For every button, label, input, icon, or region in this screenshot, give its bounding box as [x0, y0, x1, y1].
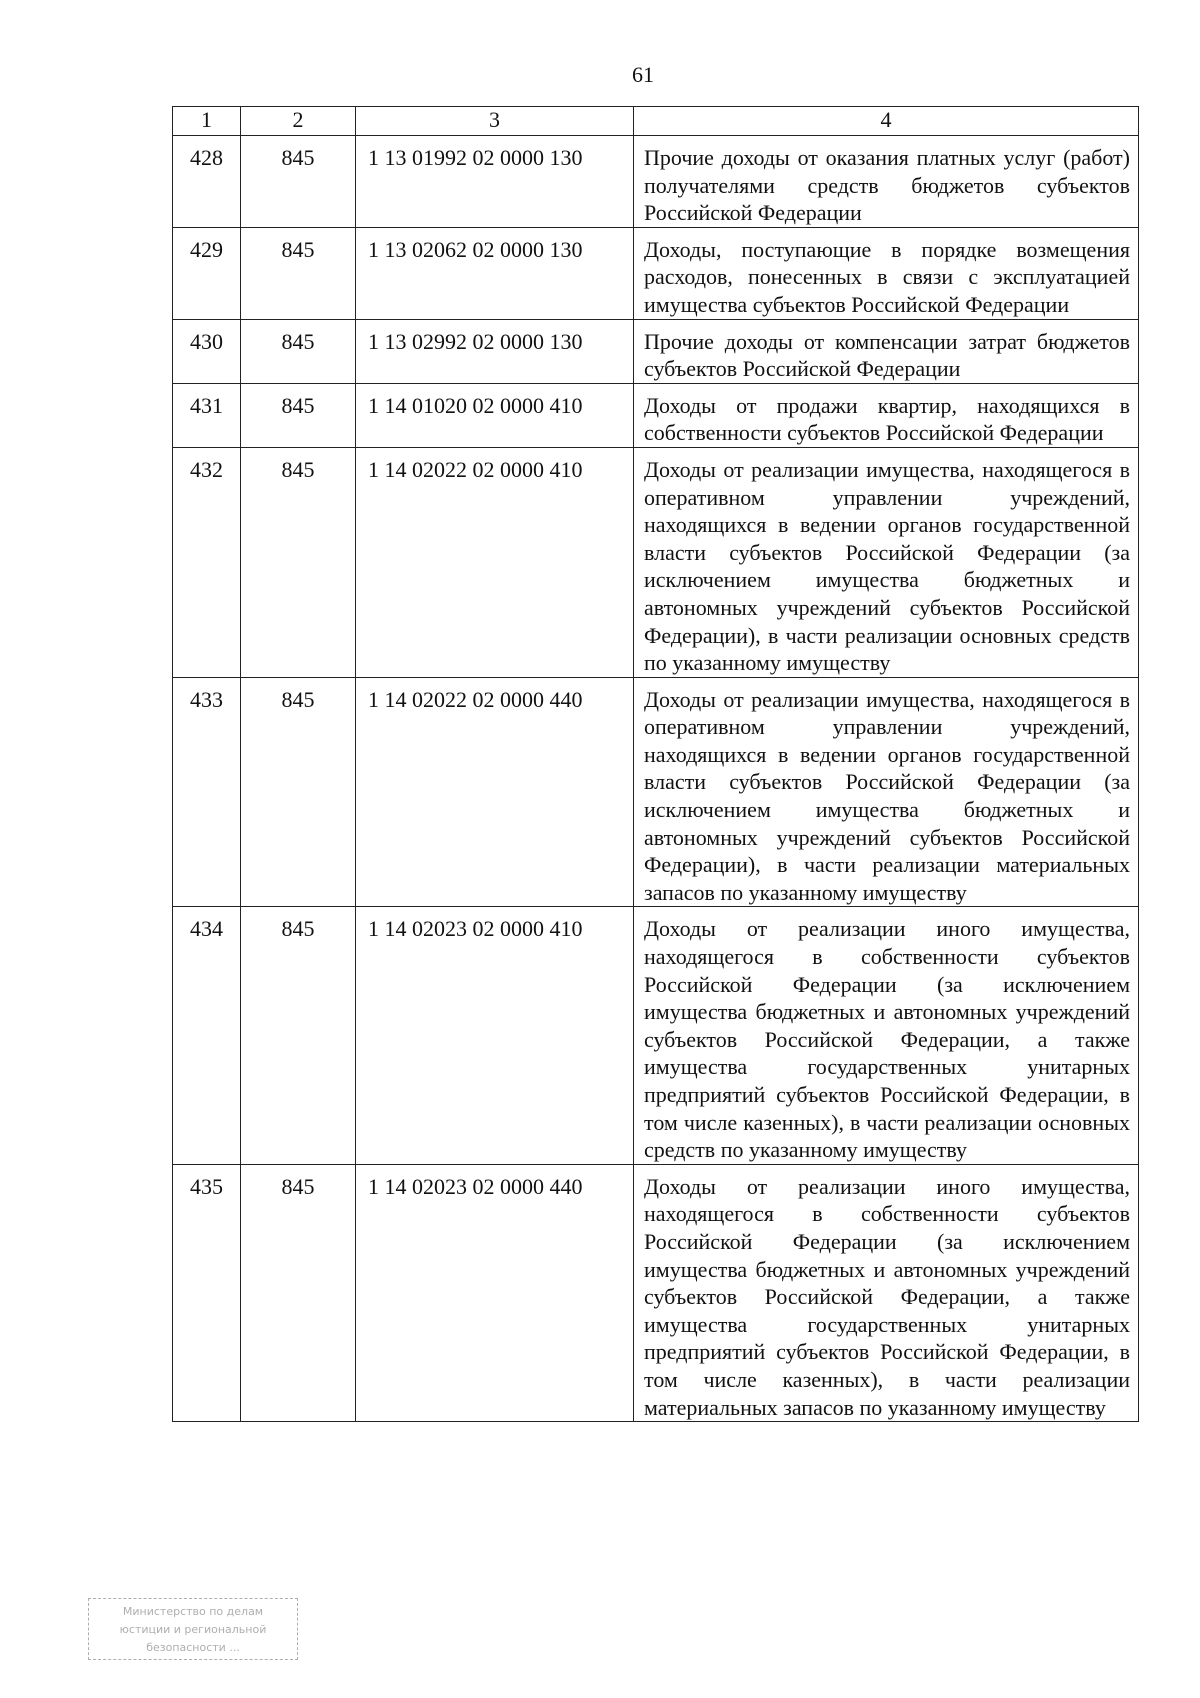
row-number: 429 — [173, 227, 241, 319]
table-row — [173, 677, 1139, 907]
header-col-1: 1 — [173, 107, 241, 136]
revenue-description: Доходы от продажи квартир, находящихся в собственности субъектов Российской Федерации — [634, 383, 1139, 447]
revenue-description: Прочие доходы от оказания платных услуг (работ) получателями средств бюджетов субъектов Российской Федерации — [634, 136, 1139, 228]
revenue-description: Доходы, поступающие в порядке возмещения расходов, понесенных в связи с эксплуатацией имущества субъектов Российской Федерации — [634, 227, 1139, 319]
budget-classification-code: 1 13 02992 02 0000 130 — [356, 319, 634, 383]
table-row — [173, 907, 1139, 1164]
registration-stamp — [88, 1598, 298, 1660]
admin-code: 845 — [241, 383, 356, 447]
stamp-line: Министерство по делам — [122, 1605, 264, 1618]
table-header-row — [173, 107, 1139, 136]
table-row — [173, 447, 1139, 677]
revenue-codes-table — [172, 106, 1139, 1422]
budget-classification-code: 1 14 02022 02 0000 410 — [356, 447, 634, 677]
budget-classification-code: 1 13 02062 02 0000 130 — [356, 227, 634, 319]
table-row — [173, 383, 1139, 447]
revenue-description: Доходы от реализации иного имущества, находящегося в собственности субъектов Российской Федерации (за исключением имущества бюджетных и автономных учреждений субъектов Российской Федерации, а также имущества государственных унитарных предприятий субъектов Российской Федерации, в том числе казенных), в части реализации материальных запасов по указанному имуществу — [634, 1164, 1139, 1421]
revenue-description: Прочие доходы от компенсации затрат бюджетов субъектов Российской Федерации — [634, 319, 1139, 383]
table-row — [173, 136, 1139, 228]
header-col-4: 4 — [634, 107, 1139, 136]
revenue-description: Доходы от реализации иного имущества, находящегося в собственности субъектов Российской Федерации (за исключением имущества бюджетных и автономных учреждений субъектов Российской Федерации, а также имущества государственных унитарных предприятий субъектов Российской Федерации, в том числе казенных), в части реализации основных средств по указанному имуществу — [634, 907, 1139, 1164]
admin-code: 845 — [241, 136, 356, 228]
row-number: 434 — [173, 907, 241, 1164]
row-number: 435 — [173, 1164, 241, 1421]
budget-classification-code: 1 13 01992 02 0000 130 — [356, 136, 634, 228]
table-row — [173, 319, 1139, 383]
admin-code: 845 — [241, 319, 356, 383]
row-number: 432 — [173, 447, 241, 677]
budget-classification-code: 1 14 01020 02 0000 410 — [356, 383, 634, 447]
admin-code: 845 — [241, 227, 356, 319]
row-number: 428 — [173, 136, 241, 228]
row-number: 430 — [173, 319, 241, 383]
budget-classification-code: 1 14 02022 02 0000 440 — [356, 677, 634, 907]
admin-code: 845 — [241, 447, 356, 677]
page-number: 61 — [632, 62, 654, 87]
admin-code: 845 — [241, 677, 356, 907]
budget-classification-code: 1 14 02023 02 0000 410 — [356, 907, 634, 1164]
revenue-description: Доходы от реализации имущества, находящегося в оперативном управлении учреждений, находящихся в ведении органов государственной власти субъектов Российской Федерации (за исключением имущества бюджетных и автономных учреждений субъектов Российской Федерации), в части реализации основных средств по указанному имуществу — [634, 447, 1139, 677]
row-number: 433 — [173, 677, 241, 907]
budget-classification-code: 1 14 02023 02 0000 440 — [356, 1164, 634, 1421]
table-row — [173, 1164, 1139, 1421]
revenue-description: Доходы от реализации имущества, находящегося в оперативном управлении учреждений, находящихся в ведении органов государственной власти субъектов Российской Федерации (за исключением имущества бюджетных и автономных учреждений субъектов Российской Федерации), в части реализации материальных запасов по указанному имуществу — [634, 677, 1139, 907]
stamp-line: юстиции и региональной — [119, 1623, 267, 1636]
admin-code: 845 — [241, 907, 356, 1164]
row-number: 431 — [173, 383, 241, 447]
admin-code: 845 — [241, 1164, 356, 1421]
header-col-2: 2 — [241, 107, 356, 136]
stamp-line: безопасности ... — [146, 1641, 240, 1654]
table-row — [173, 227, 1139, 319]
header-col-3: 3 — [356, 107, 634, 136]
